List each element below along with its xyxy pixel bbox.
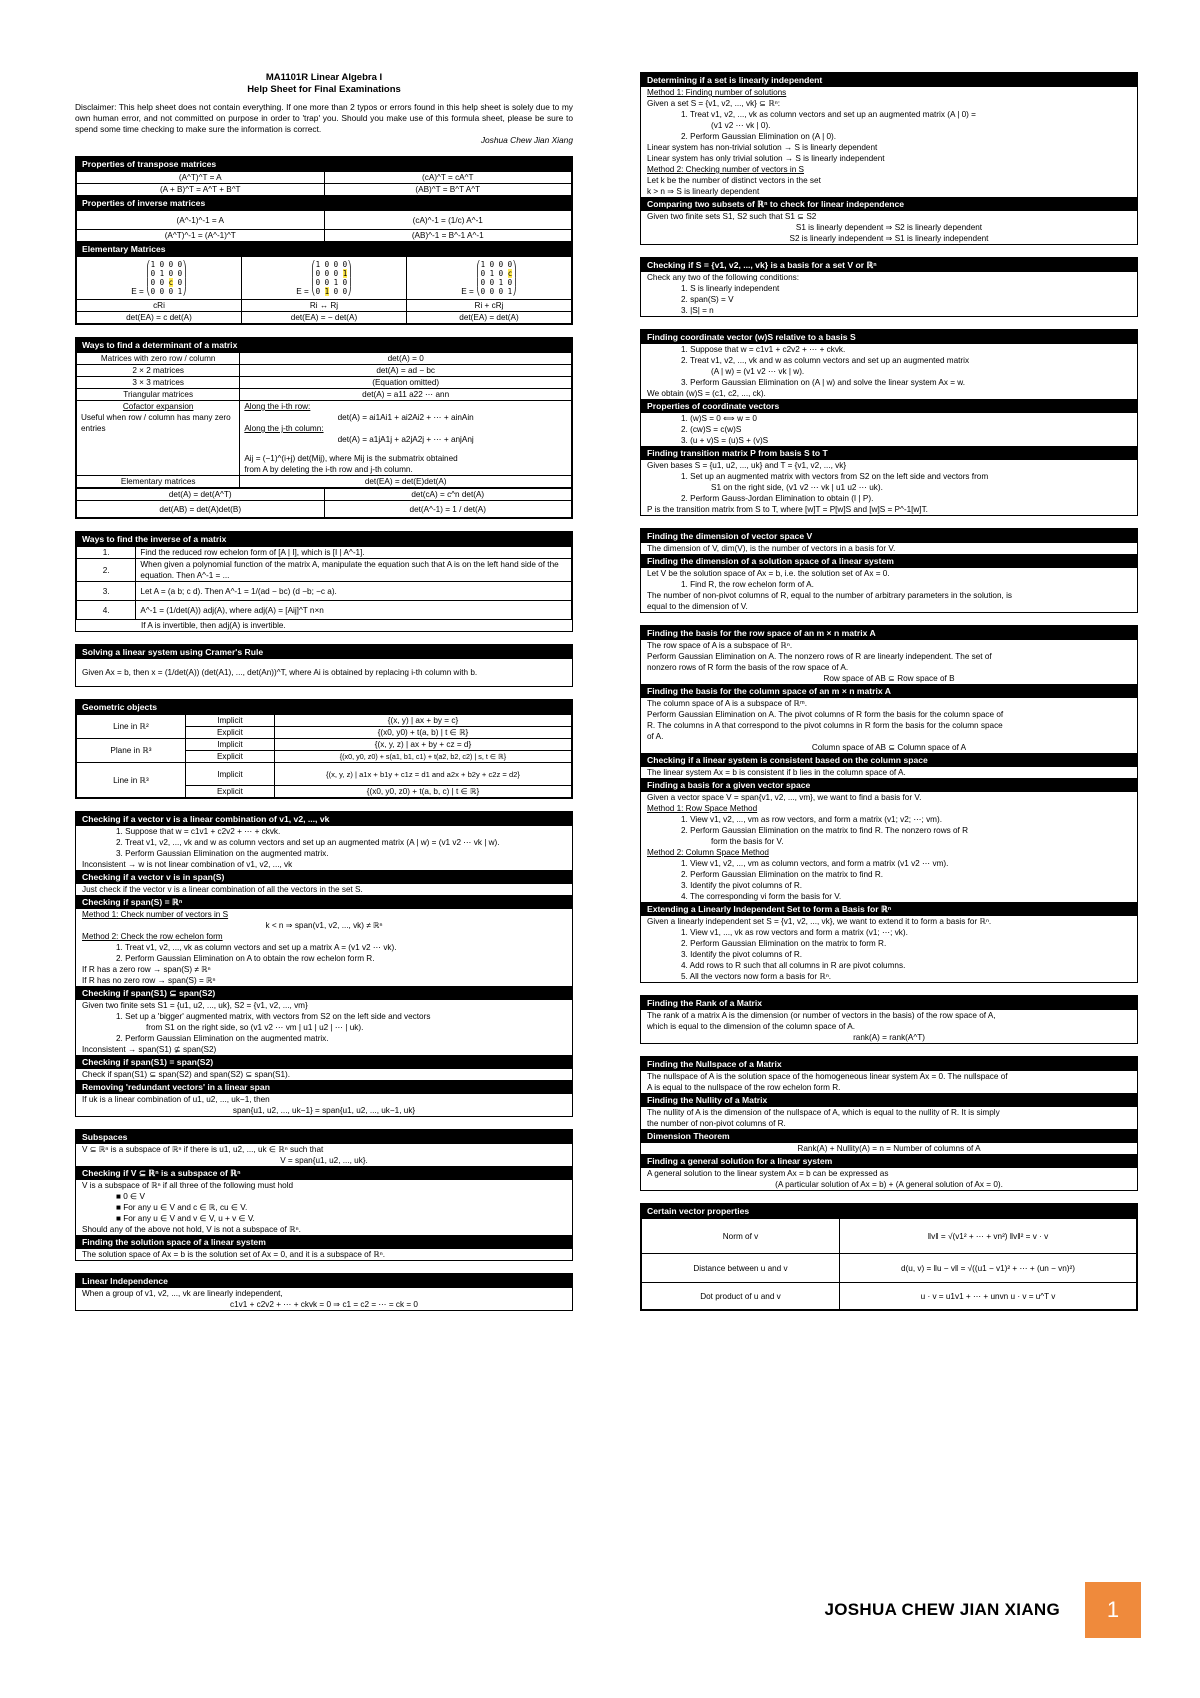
text-line: The solution space of Ax = b is the solution set of Ax = 0, and it is a subspace of ℝⁿ. [82,1250,386,1259]
section-dimension [640,528,1138,613]
section-linear-independence [75,1273,573,1311]
text-line: (v1 v2 ⋯ vk | 0). [711,121,771,130]
table-cell: Matrices with zero row / column [77,353,240,365]
inverse-note: If A is invertible, then adj(A) is invertible. [141,621,286,630]
table-cell: Find the reduced row echelon form of [A | I], which is [I | A^-1]. [136,547,572,559]
table-cell: {(x0, y0, z0) + s(a1, b1, c1) + t(a2, b2, c2) | s, t ∈ ℝ} [274,751,571,763]
text-line: 2. Perform Gaussian Elimination on the augmented matrix. [116,1034,329,1043]
section-span-group [75,811,573,1117]
matrix-body: ⎛1 0 0 0⎞ ⎜0 1 0 c⎟ ⎜0 0 1 0⎟ ⎝0 0 0 1⎠ [476,260,517,296]
text-line: Inconsistent → span(S1) ⊈ span(S2) [82,1045,217,1054]
dimension-solution-body [641,568,1137,612]
independence-body [641,87,1137,197]
text-line: 2. Perform Gaussian Elimination on the matrix to find R. The nonzero rows of R [681,826,968,835]
text-line: 3. (u + v)S = (u)S + (v)S [681,436,769,445]
text-line: of A. [647,732,664,741]
text-line: 1. Treat v1, v2, ..., vk as column vectors and set up an augmented matrix (A | 0) = [681,110,976,119]
formula-line: det(A) = a1jA1j + a2jA2j + ⋯ + anjAnj [337,435,474,444]
section-heading: Determining if a set is linearly independent [641,73,1137,87]
text-line: Column space of AB ⊆ Column space of A [811,743,967,752]
text-line: 3. |S| = n [681,306,714,315]
table-cell: {(x0, y0, z0) + t(a, b, c) | t ∈ ℝ} [274,786,571,798]
text-line: rank(A) = rank(A^T) [853,1033,925,1042]
text-line: The nullspace of A is the solution space of the homogeneous linear system Ax = 0. The nullspace of [647,1072,1008,1081]
text-line: The row space of A is a subspace of ℝⁿ. [647,641,793,650]
text-line: Method 2: Checking number of vectors in S [647,165,805,174]
section-heading: Finding the basis for the column space of an m × n matrix A [641,684,1137,698]
text-line: 1. View v1, ..., vk as row vectors and form a matrix (v1; ⋯; vk). [681,928,908,937]
text-line: which is equal to the dimension of the column space of A. [647,1022,855,1031]
text-line: V is a subspace of ℝⁿ if all three of the following must hold [82,1181,294,1190]
text-line: 4. Add rows to R such that all columns in R are pivot columns. [681,961,906,970]
section-heading: Checking if S = {v1, v2, ..., vk} is a basis for a set V or ℝⁿ [641,258,1137,272]
section-heading: Certain vector properties [641,1204,1137,1218]
determinant-table [76,352,572,488]
section-heading: Subspaces [76,1130,572,1144]
cofactor-label: Cofactor expansion [122,402,194,411]
text-line: 1. Treat v1, v2, ..., vk as column vectors and set up a matrix A = (v1 v2 ⋯ vk). [116,943,397,952]
text-line: Should any of the above not hold, V is not a subspace of ℝⁿ. [82,1225,301,1234]
section-heading: Finding the Nullspace of a Matrix [641,1057,1137,1071]
table-cell: det(A) = 0 [240,353,572,365]
section-heading: Finding the Rank of a Matrix [641,996,1137,1010]
text-line: form the basis for V. [711,837,784,846]
table-cell: 1. [77,547,136,559]
author-name: JOSHUA CHEW JIAN XIANG [824,1600,1060,1619]
section-heading: Removing 'redundant vectors' in a linear span [76,1080,572,1094]
text-line: ■ For any u ∈ V and c ∈ ℝ, cu ∈ V. [116,1203,248,1212]
section-subspaces [75,1129,573,1261]
span-equal-body [76,1069,572,1080]
table-cell: det(A) = ad − bc [240,365,572,377]
table-cell: (A^-1)^-1 = A [77,211,325,230]
elementary-matrix [77,257,242,300]
text-line: If R has a zero row → span(S) ≠ ℝⁿ [82,965,211,974]
section-heading: Properties of inverse matrices [76,196,572,210]
text-line: The nullity of A is the dimension of the nullspace of A, which is equal to the nullity of R. It is simply [647,1108,1000,1117]
signoff: Joshua Chew Jian Xiang [480,135,573,145]
table-cell: {(x, y, z) | a1x + b1y + c1z = d1 and a2x + b2y + c2z = d2} [274,763,571,786]
basis-body [641,272,1137,316]
table-cell: (AB)^-1 = B^-1 A^-1 [324,230,572,242]
table-cell: Dot product of u and v [642,1283,840,1310]
compare-body [641,211,1137,244]
text-line: from S1 on the right side, so (v1 v2 ⋯ vm | u1 | u2 | ⋯ | uk). [146,1023,364,1032]
section-heading: Finding the solution space of a linear system [76,1235,572,1249]
text-line: Given bases S = {u1, u2, ..., uk} and T = {v1, v2, ..., vk} [647,461,847,470]
span-rn-body [76,909,572,986]
text-line: Method 1: Check number of vectors in S [82,910,229,919]
table-cell: Plane in ℝ³ [77,739,186,763]
text-line: The rank of a matrix A is the dimension (or number of vectors in the basis) of the row space of A, [647,1011,996,1020]
vector-properties-table [641,1218,1137,1310]
table-cell: d(u, v) = ‖u − v‖ = √((u1 − v1)² + ⋯ + (un − vn)²) [840,1254,1137,1283]
section-heading: Solving a linear system using Cramer's Rule [76,645,572,659]
text-line: A general solution to the linear system Ax = b can be expressed as [647,1169,889,1178]
section-basis [640,257,1138,317]
text-line: Method 1: Row Space Method [647,804,758,813]
table-cell: Explicit [185,786,274,798]
table-cell: det(EA) = c det(A) [77,312,242,324]
table-cell: {(x, y) | ax + by = c} [274,715,571,727]
cramer-formula: Given Ax = b, then x = (1/det(A)) (det(A1), ..., det(An))^T, where Ai is obtained by replacing i-th column with b. [82,668,478,677]
text-line: Given two finite sets S1, S2 such that S1 ⊆ S2 [647,212,817,221]
span-body [76,884,572,895]
table-cell: Line in ℝ³ [77,763,186,798]
section-heading: Finding the Nullity of a Matrix [641,1093,1137,1107]
table-cell: det(EA) = det(A) [407,312,572,324]
text-line: 1. View v1, v2, ..., vm as row vectors, and form a matrix (v1; v2; ⋯; vm). [681,815,943,824]
section-heading: Dimension Theorem [641,1129,1137,1143]
table-cell: det(EA) = − det(A) [242,312,407,324]
page-footer [0,1582,1200,1638]
nullspace-body [641,1071,1137,1093]
text-line: If uk is a linear combination of u1, u2, ..., uk−1, then [82,1095,270,1104]
text-line: Given a set S = {v1, v2, ..., vk} ⊆ ℝⁿ: [647,99,781,108]
table-cell: (Equation omitted) [240,377,572,389]
section-inverse [75,531,573,632]
redundant-body [76,1094,572,1116]
text-line: 2. Perform Gauss-Jordan Elimination to obtain (I | P). [681,494,874,503]
cofactor-note: Useful when row / column has many zero entries [81,413,231,433]
text-line: The linear system Ax = b is consistent if b lies in the column space of A. [647,768,906,777]
table-cell: (cA)^-1 = (1/c) A^-1 [324,211,572,230]
table-cell: A^-1 = (1/det(A)) adj(A), where adj(A) = [Aij]^T n×n [136,601,572,620]
table-cell: det(A) = a11 a22 ⋯ ann [240,389,572,401]
lincomb-body [76,826,572,870]
table-cell: (A^T)^-1 = (A^-1)^T [77,230,325,242]
text-line: Check if span(S1) ⊆ span(S2) and span(S2) ⊆ span(S1). [82,1070,291,1079]
section-heading: Ways to find the inverse of a matrix [76,532,572,546]
text-line: (A particular solution of Ax = b) + (A general solution of Ax = 0). [775,1180,1003,1189]
section-heading: Finding coordinate vector (w)S relative to a basis S [641,330,1137,344]
table-cell: {(x0, y0) + t(a, b) | t ∈ ℝ} [274,727,571,739]
section-heading: Finding transition matrix P from basis S to T [641,446,1137,460]
text-line: The column space of A is a subspace of ℝᵐ. [647,699,807,708]
text-line: 4. The corresponding vi form the basis for V. [681,892,842,901]
section-heading: Extending a Linearly Independent Set to form a Basis for ℝⁿ [641,902,1137,916]
text-line: Given two finite sets S1 = {u1, u2, ..., uk}, S2 = {v1, v2, ..., vm} [82,1001,308,1010]
text-line: 1. Set up an augmented matrix with vectors from S2 on the left side and vectors from [681,472,989,481]
table-cell: (A^T)^T = A [77,172,325,184]
section-heading: Checking if a vector v is a linear combination of v1, v2, ..., vk [76,812,572,826]
consistent-body [641,767,1137,778]
text-line: A is equal to the nullspace of the row echelon form R. [647,1083,841,1092]
matrix-body: ⎛1 0 0 0⎞ ⎜0 1 0 0⎟ ⎜0 0 c 0⎟ ⎝0 0 0 1⎠ [146,260,187,296]
column-basis-body [641,698,1137,753]
text-line: Linear system has non-trivial solution → S is linearly dependent [647,143,878,152]
page-title: MA1101R Linear Algebra I [265,72,383,83]
section-heading: Geometric objects [76,700,572,714]
text-line: Method 1: Finding number of solutions [647,88,787,97]
matrix-body: ⎛1 0 0 0⎞ ⎜0 0 0 1⎟ ⎜0 0 1 0⎟ ⎝0 1 0 0⎠ [311,260,352,296]
text-line: 1. View v1, v2, ..., vm as column vectors, and form a matrix (v1 v2 ⋯ vm). [681,859,949,868]
rank-body [641,1010,1137,1043]
section-heading: Finding the dimension of vector space V [641,529,1137,543]
text-line: 2. Treat v1, v2, ..., vk and w as column vectors and set up an augmented matrix [681,356,970,365]
text-line: 3. Identify the pivot columns of R. [681,881,803,890]
table-cell: ‖v‖ = √(v1² + ⋯ + vn²) ‖v‖² = v · v [840,1219,1137,1254]
text-line: R. The columns in A that correspond to the pivot columns in R form the basis for the column space [647,721,1003,730]
right-column [640,72,1138,1323]
table-cell: Ri ↔ Rj [242,300,407,312]
text-line: 2. (cw)S = c(w)S [681,425,742,434]
text-line: 2. Perform Gaussian Elimination on A to obtain the row echelon form R. [116,954,375,963]
section-vector-properties [640,1203,1138,1311]
section-rank [640,995,1138,1044]
elementary-table [76,256,572,324]
text-line: S2 is linearly independent ⇒ S1 is linearly independent [789,234,989,243]
table-cell: det(A^-1) = 1 / det(A) [324,501,572,518]
section-heading: Linear Independence [76,1274,572,1288]
text-line: Method 2: Column Space Method [647,848,769,857]
section-determinant [75,337,573,519]
section-heading: Checking if a linear system is consistent based on the column space [641,753,1137,767]
title-block [75,72,573,96]
text-line: Given a vector space V = span{v1, v2, ..., vm}, we want to find a basis for V. [647,793,922,802]
text-line: 1. Suppose that w = c1v1 + c2v2 + ⋯ + ckvk. [681,345,846,354]
dimension-body [641,543,1137,554]
section-heading: Properties of coordinate vectors [641,399,1137,413]
subspace-body [76,1144,572,1166]
table-cell: When given a polynomial function of the matrix A, manipulate the equation such that A is on the left hand side of the equation. Then A^-1 = ... [136,559,572,582]
text-line: 5. All the vectors now form a basis for ℝⁿ. [681,972,832,981]
text-line: 2. Perform Gaussian Elimination on the matrix to find R. [681,870,884,879]
text-line: Check any two of the following conditions: [647,273,800,282]
table-cell: Implicit [185,739,274,751]
transition-body [641,460,1137,515]
span-basis-body [641,792,1137,902]
section-transpose [75,156,573,325]
table-cell: 3 × 3 matrices [77,377,240,389]
section-heading: Ways to find a determinant of a matrix [76,338,572,352]
table-cell: Elementary matrices [77,476,240,488]
table-cell: Distance between u and v [642,1254,840,1283]
text-line: 1. (w)S = 0 ⟺ w = 0 [681,414,757,423]
subspace-check-body [76,1180,572,1235]
formula-line: Aij = (−1)^(i+j) det(Mij), where Mij is the submatrix obtained [244,454,458,463]
text-line: When a group of v1, v2, ..., vk are linearly independent, [82,1289,283,1298]
text-line: 3. Perform Gaussian Elimination on the augmented matrix. [116,849,329,858]
table-cell: u · v = u1v1 + ⋯ + unvn u · v = u^T v [840,1283,1137,1310]
text-line: The number of non-pivot columns of R, equal to the number of arbitrary parameters in the solution, is [647,591,1012,600]
table-cell: 2. [77,559,136,582]
section-heading: Finding a general solution for a linear system [641,1154,1137,1168]
page-subtitle: Help Sheet for Final Examinations [247,84,401,95]
formula-line: Along the j-th column: [244,424,324,433]
section-heading: Comparing two subsets of ℝⁿ to check for linear independence [641,197,1137,211]
section-heading: Elementary Matrices [76,242,572,256]
text-line: If R has no zero row → span(S) = ℝⁿ [82,976,216,985]
text-line: Just check if the vector v is a linear combination of all the vectors in the set S. [82,885,363,894]
table-cell: (cA)^T = cA^T [324,172,572,184]
text-line: Row space of AB ⊆ Row space of B [823,674,955,683]
text-line: ■ For any u ∈ V and v ∈ V, u + v ∈ V. [116,1214,255,1223]
text-line: Given a linearly independent set S = {v1, v2, ..., vk}, we want to extend it to form a basis for ℝⁿ. [647,917,992,926]
text-line: Rank(A) + Nullity(A) = n = Number of columns of A [797,1144,981,1153]
text-line: V ⊆ ℝⁿ is a subspace of ℝⁿ if there is u1, u2, ..., uk ∈ ℝⁿ such that [82,1145,324,1154]
section-nullspace [640,1056,1138,1191]
nullity-body [641,1107,1137,1129]
linear-independence-body [76,1288,572,1310]
coord-body [641,344,1137,399]
section-heading: Checking if span(S1) = span(S2) [76,1055,572,1069]
coord-props-body [641,413,1137,446]
table-cell: cRi [77,300,242,312]
section-independence [640,72,1138,245]
matrix-label: E = [131,287,144,296]
text-line: 1. Set up a 'bigger' augmented matrix, with vectors from S2 on the left side and vectors [116,1012,431,1021]
text-line: 3. Identify the pivot columns of R. [681,950,803,959]
table-cell: Triangular matrices [77,389,240,401]
text-line: k < n ⇒ span(v1, v2, ..., vk) ≠ ℝⁿ [265,921,383,930]
table-cell: 3. [77,582,136,601]
section-cramer [75,644,573,687]
text-line: Perform Gaussian Elimination on A. The pivot columns of R form the basis for the column space of [647,710,1004,719]
text-line: ■ 0 ∈ V [116,1192,145,1201]
table-cell: Norm of v [642,1219,840,1254]
table-cell: Ri + cRj [407,300,572,312]
text-line: k > n ⇒ S is linearly dependent [647,187,760,196]
text-line: P is the transition matrix from S to T, where [w]T = P[w]S and [w]S = P^-1[w]T. [647,505,928,514]
table-cell: 2 × 2 matrices [77,365,240,377]
section-heading: Finding a basis for a given vector space [641,778,1137,792]
section-heading: Checking if V ⊆ ℝⁿ is a subspace of ℝⁿ [76,1166,572,1180]
determinant-bottom-table [76,488,572,518]
table-cell: det(A) = det(A^T) [77,489,325,501]
transpose-table [76,171,572,196]
inverse-table [76,546,572,620]
text-line: We obtain (w)S = (c1, c2, ..., ck). [647,389,766,398]
table-cell: (AB)^T = B^T A^T [324,184,572,196]
section-heading: Finding the dimension of a solution space of a linear system [641,554,1137,568]
inverse-props-table [76,210,572,242]
text-line: Let k be the number of distinct vectors in the set [647,176,821,185]
span-subset-body [76,1000,572,1055]
text-line: 1. Suppose that w = c1v1 + c2v2 + ⋯ + ckvk. [116,827,281,836]
text-line: 2. Perform Gaussian Elimination on (A | 0). [681,132,837,141]
table-cell: Explicit [185,751,274,763]
text-line: the number of non-pivot columns of R. [647,1119,786,1128]
text-line: c1v1 + c2v2 + ⋯ + ckvk = 0 ⇒ c1 = c2 = ⋯ = ck = 0 [230,1300,418,1309]
section-heading: Finding the basis for the row space of an m × n matrix A [641,626,1137,640]
section-heading: Checking if a vector v is in span(S) [76,870,572,884]
text-line: S1 is linearly dependent ⇒ S2 is linearly dependent [795,223,983,232]
section-heading: Checking if span(S1) ⊆ span(S2) [76,986,572,1000]
text-line: V = span{u1, u2, ..., uk}. [280,1156,368,1165]
text-line: Method 2: Check the row echelon form [82,932,223,941]
text-line: equal to the dimension of V. [647,602,748,611]
text-line: Let V be the solution space of Ax = b, i.e. the solution set of Ax = 0. [647,569,890,578]
matrix-label: E = [296,287,309,296]
table-cell: {(x, y, z) | ax + by + cz = d} [274,739,571,751]
text-line: Linear system has only trivial solution → S is linearly independent [647,154,885,163]
table-cell: det(cA) = c^n det(A) [324,489,572,501]
general-solution-body [641,1168,1137,1190]
section-coordinates [640,329,1138,516]
formula-line: Along the i-th row: [244,402,311,411]
geometric-table [76,714,572,798]
text-line: 2. Treat v1, v2, ..., vk and w as column vectors and set up an augmented matrix (A | w) = (v1 v2 ⋯ vk | w). [116,838,500,847]
text-line: 1. S is linearly independent [681,284,780,293]
elementary-matrix [242,257,407,300]
text-line: 1. Find R, the row echelon form of A. [681,580,814,589]
elementary-matrix [407,257,572,300]
page-number: 1 [1085,1582,1141,1638]
section-heading: Properties of transpose matrices [76,157,572,171]
text-line: S1 on the right side, (v1 v2 ⋯ vk | u1 u2 ⋯ uk). [711,483,883,492]
table-cell: Explicit [185,727,274,739]
table-cell: 4. [77,601,136,620]
solution-space-body [76,1249,572,1260]
table-cell: det(EA) = det(E)det(A) [240,476,572,488]
table-cell: Implicit [185,715,274,727]
text-line: (A | w) = (v1 v2 ⋯ vk | w). [711,367,805,376]
formula-line: det(A) = ai1Ai1 + ai2Ai2 + ⋯ + ainAin [337,413,474,422]
text-line: 2. Perform Gaussian Elimination on the matrix to form R. [681,939,887,948]
extend-body [641,916,1137,982]
table-cell: Line in ℝ² [77,715,186,739]
table-cell: Implicit [185,763,274,786]
disclaimer: Disclaimer: This help sheet does not contain everything. If one more than 2 typos or errors found in this help sheet is solely due to my own human error, and not committed on purpose in order to 'trap' you. Should you make use of this formula sheet, please be sure to spend some time checking to make sure the information is correct. [75,102,573,134]
text-line: Perform Gaussian Elimination on A. The nonzero rows of R are linearly independent. The set of [647,652,992,661]
text-line: 3. Perform Gaussian Elimination on (A | w) and solve the linear system Ax = w. [681,378,966,387]
text-line: The dimension of V, dim(V), is the number of vectors in a basis for V. [647,544,896,553]
text-line: nonzero rows of R form the basis of the row space of A. [647,663,849,672]
table-cell [240,401,572,476]
matrix-label: E = [461,287,474,296]
dimension-theorem-body [641,1143,1137,1154]
section-geometric [75,699,573,799]
row-basis-body [641,640,1137,684]
table-cell [77,401,240,476]
left-column [75,72,573,1323]
table-cell: Let A = (a b; c d). Then A^-1 = 1/(ad − bc) (d −b; −c a). [136,582,572,601]
formula-line: from A by deleting the i-th row and j-th column. [244,465,413,474]
table-cell: det(AB) = det(A)det(B) [77,501,325,518]
text-line: 2. span(S) = V [681,295,734,304]
text-line: span{u1, u2, ..., uk−1} = span{u1, u2, ..., uk−1, uk} [232,1106,416,1115]
section-row-column-space [640,625,1138,983]
section-heading: Checking if span(S) = ℝⁿ [76,895,572,909]
table-cell: (A + B)^T = A^T + B^T [77,184,325,196]
text-line: Inconsistent → w is not linear combination of v1, v2, ..., vk [82,860,293,869]
